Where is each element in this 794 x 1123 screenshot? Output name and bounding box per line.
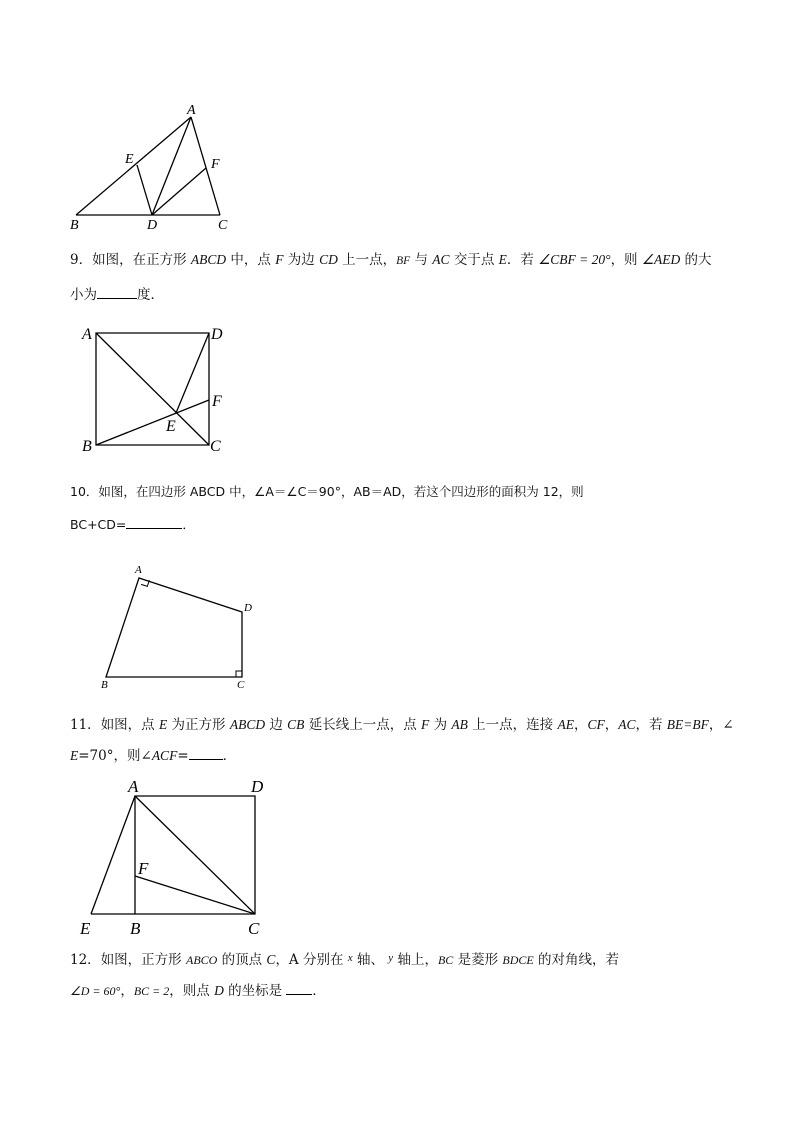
label-A: A: [187, 103, 196, 118]
question-12: [70, 948, 750, 1001]
label-A: A: [135, 564, 142, 576]
label-D: D: [244, 602, 252, 614]
answer-blank-10[interactable]: [126, 514, 182, 529]
label-B: B: [130, 919, 141, 938]
label-C: C: [248, 919, 260, 938]
label-A: A: [128, 777, 139, 796]
figure-quadrilateral-q10: [95, 560, 265, 695]
question-9-line1: 9．如图，在正方形 ABCD 中，点 F 为边 CD 上一点，BF 与 AC 交于点 E．若 ∠CBF = 20°，则 ∠AED 的大: [70, 252, 712, 268]
label-B: B: [70, 218, 79, 233]
question-12-line1: 12．如图，正方形 ABCO 的顶点 C，A 分别在 $^x$ 轴、 $^y$ 轴上，BC 是菱形 BDCE 的对角线，若: [70, 952, 620, 968]
label-F: F: [212, 393, 222, 410]
question-11-line2: E=70°，则∠ACF= ．: [70, 745, 750, 766]
answer-blank-12[interactable]: [286, 980, 312, 995]
label-E: E: [125, 152, 134, 167]
label-F: F: [138, 859, 149, 878]
figure-square-q9: [75, 318, 245, 458]
question-11: [70, 715, 750, 766]
question-10-line2: BC+CD= ．: [70, 514, 750, 535]
label-E: E: [166, 418, 176, 435]
question-12-line2: ∠D = 60°，BC = 2，则点 D 的坐标是 ．: [70, 980, 750, 1001]
label-C: C: [237, 679, 245, 691]
answer-blank-11[interactable]: [189, 745, 223, 760]
label-C: C: [210, 438, 221, 455]
label-B: B: [101, 679, 108, 691]
label-E: E: [80, 919, 91, 938]
label-D: D: [147, 218, 158, 233]
label-C: C: [218, 218, 228, 233]
figure-square-q11: [75, 778, 275, 943]
question-9: [70, 250, 750, 305]
question-10: [70, 482, 750, 535]
question-9-line2: 小为 度．: [70, 284, 750, 305]
label-D: D: [251, 777, 264, 796]
label-A: A: [82, 326, 92, 343]
question-10-line1: 10．如图，在四边形 ABCD 中，∠A＝∠C＝90°，AB＝AD，若这个四边形的面积为 12，则: [70, 484, 584, 499]
label-D: D: [211, 326, 223, 343]
answer-blank-9[interactable]: [97, 284, 137, 299]
label-F: F: [211, 157, 220, 172]
figure-triangle-q8: [60, 100, 260, 235]
label-B: B: [82, 438, 92, 455]
question-11-line1: 11．如图，点 E 为正方形 ABCD 边 CB 延长线上一点，点 F 为 AB 上一点，连接 AE，CF，AC，若 BE=BF，∠: [70, 717, 734, 733]
